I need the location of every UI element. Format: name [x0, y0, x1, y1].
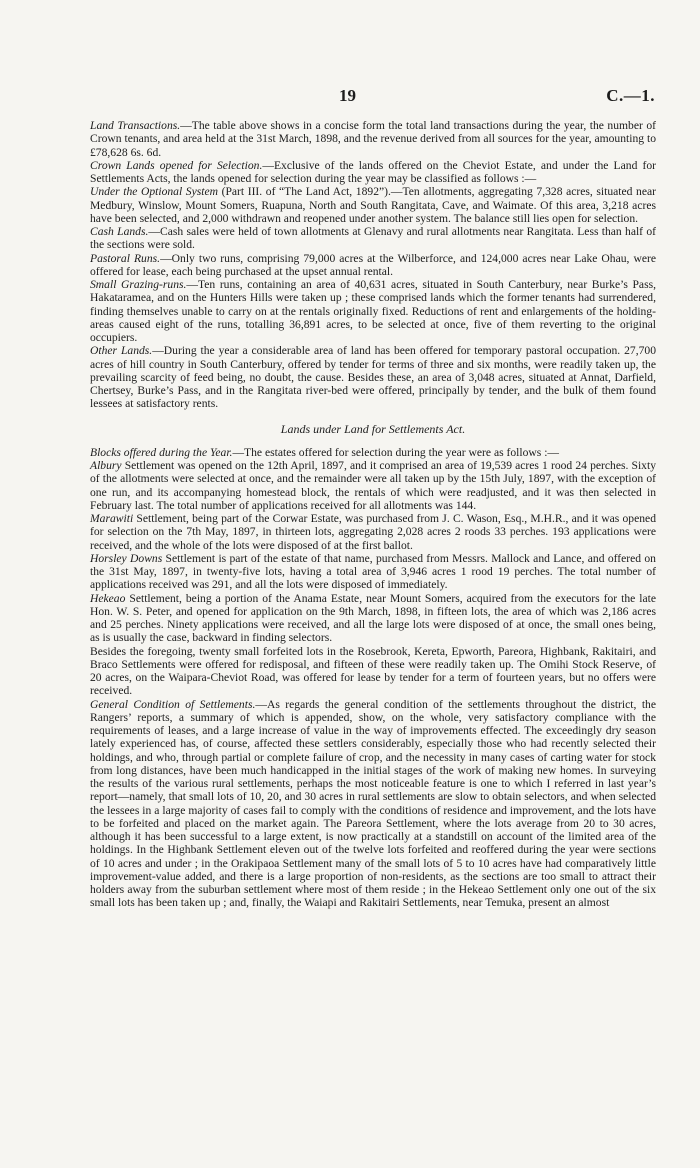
paragraph: [90, 698, 656, 910]
paragraph-text: Settlement was opened on the 12th April, 1897, and it comprised an area of 19,539 acres 1 rood 24 perches. Sixty of the allotments were selected at once, and the remainder were all taken up by the 15th July, 1897, with the exception of one run, and its accompanying homestead block, the rentals of which were readjusted, and it was then selected in February last. The total number of applications received for all allotments was 144.: [90, 459, 656, 512]
page-number: 19: [339, 86, 356, 105]
paragraph-text: —Cash sales were held of town allotments at Glenavy and rural allotments near Rangitata. Less than half of the sections were sold.: [90, 225, 656, 252]
paragraph-lead: Land Transactions.: [90, 119, 181, 132]
paragraph-lead: Hekeao: [90, 591, 126, 605]
paragraph-lead: Horsley Downs: [90, 551, 163, 565]
paragraph: [90, 344, 656, 410]
paragraph: [90, 252, 656, 279]
paragraph-lead: Blocks offered during the Year.: [90, 445, 233, 459]
section-land-for-settlements: [90, 446, 656, 910]
paragraph: [90, 512, 656, 552]
paragraph-text: —As regards the general condition of the settlements throughout the district, the Rangers’ reports, a summary of which is appended, show, on the whole, very satisfactory compliance with the requirements of leases, and a large increase of value in the way of improvements effected. The exceedingly dry season lately experienced has, of course, affected these settlers considerably, especially those who had recently selected their holdings, and who, through partial or complete failure of crop, and the necessity in many cases of carting water for stock from long distances, have been much handicapped in the initial stages of the work of making new homes. In surveying the results of the various rural settlements, perhaps the most noticeable feature is one to which I referred in last year’s report—namely, that small lots of 10, 20, and 30 acres in rural settlements are slow to obtain selectors, and when selected the lessees in a large majority of cases fail to comply with the conditions of residence and improvement, and the lots have to be forfeited and placed on the market again. The Pareora Settlement, where the lots average from 20 to 30 acres, although it has been successful to a large extent, is now practically at a standstill on account of the limited area of the holdings. In the Highbank Settlement eleven out of the twelve lots forfeited and reoffered during the year were sections of 10 acres and under ; in the Orakipaoa Settlement many of the small lots of 5 to 10 acres have had comparatively little improvement-value added, and there is a large proportion of non-residents, as the sections are too small to attract their holders away from the suburban settlement where most of them reside ; in the Hekeao Settlement only one out of the six small lots has been taken up ; and, finally, the Waiapi and Rakitairi Settlements, near Temuka, present an almost: [90, 697, 656, 910]
paragraph-text: —Exclusive of the lands offered on the Cheviot Estate, and under the Land for Settlements Acts, the lands opened for selection during the year may be classified as follows :—: [90, 158, 656, 185]
paragraph-lead: Crown Lands opened for Selection.: [90, 158, 263, 172]
paragraph: [90, 459, 656, 512]
paragraph: [90, 185, 656, 225]
paragraph: [90, 645, 656, 698]
paragraph: [90, 225, 656, 252]
paragraph-text: Settlement is part of the estate of that name, purchased from Messrs. Mallock and Lance, and offered on the 31st May, 1897, in twenty-five lots, having a total area of 3,946 acres 1 rood 19 perches. The total number of applications received was 291, and all the lots were disposed of immediately.: [90, 551, 656, 592]
paragraph: [90, 446, 656, 459]
section-heading: Lands under Land for Settlements Act.: [280, 421, 466, 436]
paragraph-lead: Marawiti: [90, 512, 134, 525]
document-reference: C.—1.: [606, 86, 655, 105]
paragraph: [90, 552, 656, 592]
paragraph: [90, 592, 656, 645]
paragraph-lead: Small Grazing-runs.: [90, 278, 187, 291]
paragraph-text: —Only two runs, comprising 79,000 acres at the Wilberforce, and 124,000 acres near Lake Ohau, were offered for lease, each being purchased at the upset annual rental.: [90, 251, 656, 278]
paragraph-text: —During the year a considerable area of land has been offered for temporary pastoral occupation. 27,700 acres of hill country in South Canterbury, offered by tender for terms of three and six months, were readily taken up, the prevailing scarcity of feed being, no doubt, the cause. Besides these, an area of 3,048 acres, situated at Annat, Darfield, Chertsey, Burke’s Pass, and in the Rangitata river-bed were offered, principally by tender, and the bulk of them found lessees at satisfactory rents.: [90, 344, 656, 411]
paragraph-lead: Pastoral Runs.: [90, 251, 161, 265]
paragraph: [90, 159, 656, 186]
paragraph-text: Besides the foregoing, twenty small forfeited lots in the Rosebrook, Kereta, Epworth, Pareora, Highbank, Rakitairi, and Braco Settlements were offered for redisposal, and fifteen of these were readily taken up. The Omihi Stock Reserve, of 20 acres, on the Waipara-Cheviot Road, was offered for lease by tender for a term of fourteen years, but no offers were received.: [90, 644, 656, 698]
paragraph-lead: General Condition of Settlements.: [90, 697, 256, 711]
paragraph-text: (Part III. of “The Land Act, 1892”).—Ten allotments, aggregating 7,328 acres, situated near Medbury, Winslow, Mount Somers, Ruapuna, North and South Rangitata, Cave, and Waimate. Of this area, 3,218 acres have been selected, and 2,000 withdrawn and reopened under another system. The balance still lies open for selection.: [90, 185, 656, 225]
page-header: [0, 86, 700, 110]
paragraph-text: Settlement, being part of the Corwar Estate, was purchased from J. C. Wason, Esq., M.H.R., and it was opened for selection on the 7th May, 1897, in thirteen lots, aggregating 2,028 acres 2 roods 33 perches. 193 applications were received, and the whole of the lots were disposed of at the first ballot.: [90, 512, 656, 552]
paragraph-text: —The estates offered for selection during the year were as follows :—: [232, 445, 560, 459]
paragraph-lead: Under the Optional System: [90, 185, 218, 199]
paragraph-text: —The table above shows in a concise form the total land transactions during the year, the number of Crown tenants, and area held at the 31st March, 1898, and the revenue derived from all sources for the year, amounting to £78,628 6s. 6d.: [90, 119, 656, 159]
section-land-transactions: [90, 119, 656, 411]
document-body: [90, 119, 656, 910]
paragraph: [90, 119, 656, 159]
paragraph: [90, 278, 656, 344]
paragraph-text: Settlement, being a portion of the Anama Estate, near Mount Somers, acquired from the executors for the late Hon. W. S. Peter, and opened for application on the 9th March, 1898, in fifteen lots, the area of which was 2,186 acres and 25 perches. Ninety applications were received, and all the large lots were disposed of at once, the small ones being, as is usually the case, backward in finding selectors.: [90, 591, 656, 645]
paragraph-lead: Other Lands.: [90, 344, 153, 358]
paragraph-lead: Albury: [90, 459, 122, 472]
paragraph-text: —Ten runs, containing an area of 40,631 acres, situated in South Canterbury, near Burke’s Pass, Hakataramea, and on the Hunters Hills were taken up ; these comprised lands which the former tenants had surrendered, finding themselves unable to carry on at the rentals originally fixed. Reductions of rent and enlargements of the holding-areas caused eight of the runs, totalling 36,891 acres, to be selected at once, five of them reverting to the original occupiers.: [90, 278, 656, 344]
paragraph-lead: Cash Lands.: [90, 225, 149, 238]
